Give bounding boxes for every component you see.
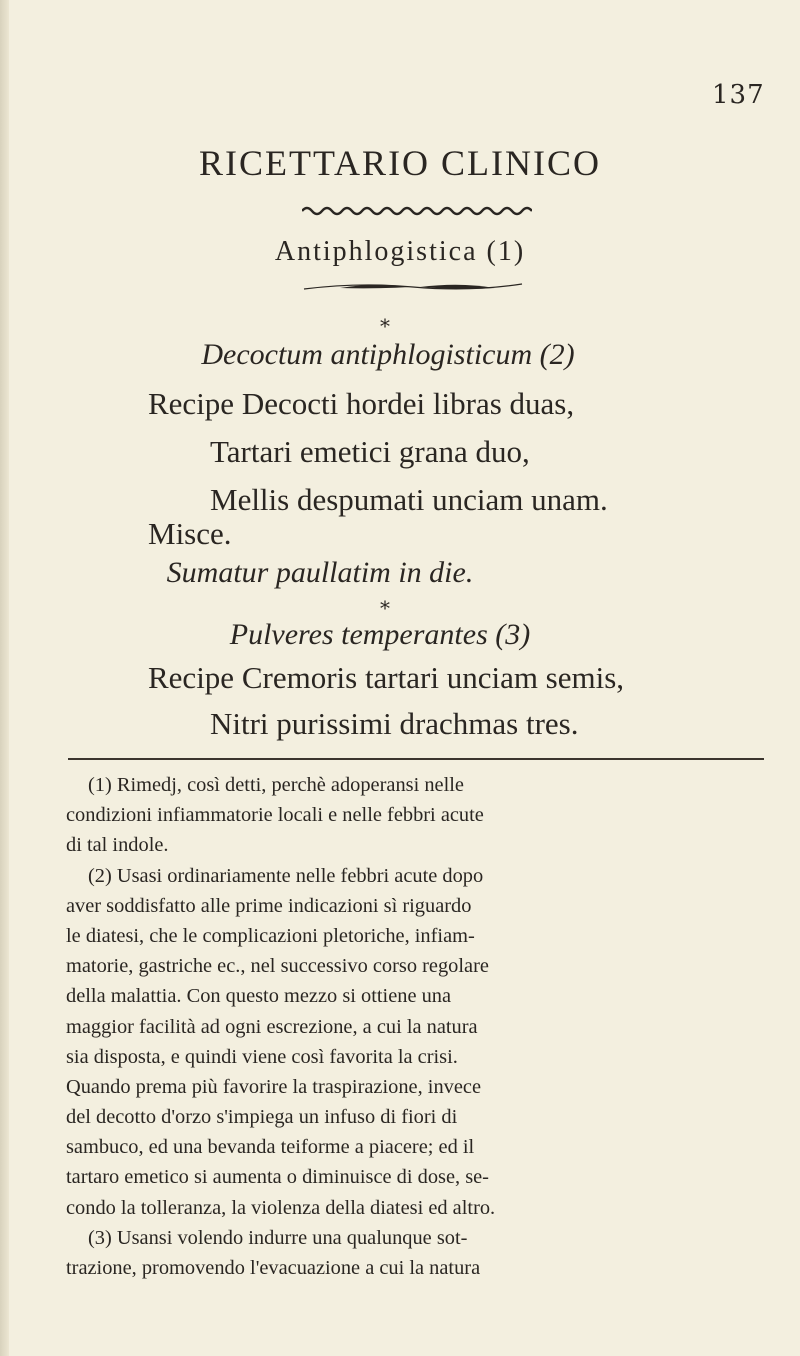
- recipe2-heading: Pulveres temperantes (3): [229, 618, 531, 651]
- footnote-line: aver soddisfatto alle prime indicazioni sì riguardo: [66, 894, 472, 917]
- recipe2-line: Recipe Cremoris tartari unciam semis,: [148, 660, 625, 695]
- footnote-divider: [68, 758, 764, 760]
- footnote-line: del decotto d'orzo s'impiega un infuso di fiori di: [66, 1106, 458, 1129]
- page-number: 137: [712, 80, 765, 110]
- footnote-line: trazione, promovendo l'evacuazione a cui la natura: [66, 1257, 481, 1279]
- recipe1-line: Mellis despumati unciam unam.: [210, 482, 608, 517]
- footnote-line: della malattia. Con questo mezzo si ottiene una: [66, 985, 452, 1008]
- footnote-line: di tal indole.: [66, 834, 169, 857]
- section-title-text: Antiphlogistica (1): [274, 236, 526, 267]
- footnotes: [66, 770, 766, 1283]
- recipe1-line: Tartari emetici grana duo,: [210, 434, 530, 469]
- footnote-line: Quando prema più favorire la traspirazione, invece: [66, 1075, 481, 1098]
- recipe1-heading: Decoctum antiphlogisticum (2): [201, 338, 575, 371]
- page-title: RICETTARIO CLINICO: [198, 143, 602, 183]
- star-ornament: *: [380, 314, 390, 338]
- footnote-line: le diatesi, che le complicazioni pletoriche, infiam-: [66, 924, 475, 947]
- footnote-line: (3) Usansi volendo indurre una qualunque sot-: [88, 1226, 468, 1249]
- star-ornament: *: [380, 596, 390, 620]
- footnote-line: tartaro emetico si aumenta o diminuisce di dose, se-: [66, 1166, 489, 1189]
- page-binding-edge: [0, 0, 9, 1356]
- footnote-line: (2) Usasi ordinariamente nelle febbri acute dopo: [88, 864, 484, 887]
- recipe1-line: Misce.: [148, 516, 232, 551]
- swell-rule-ornament: [300, 280, 526, 294]
- wavy-ornament: [302, 205, 532, 217]
- section-title: [0, 236, 800, 268]
- recipe2-line: Nitri purissimi drachmas tres.: [210, 706, 579, 741]
- footnote-line: maggior facilità ad ogni escrezione, a cui la natura: [66, 1015, 478, 1038]
- footnote-line: condizioni infiammatorie locali e nelle febbri acute: [66, 804, 484, 827]
- recipe1-line: Recipe Decocti hordei libras duas,: [148, 386, 575, 421]
- footnote-line: condo la tolleranza, la violenza della diatesi ed altro.: [66, 1196, 496, 1219]
- footnote-line: sia disposta, e quindi viene così favorita la crisi.: [66, 1045, 458, 1068]
- recipe1-instruction: Sumatur paullatim in die.: [166, 556, 474, 589]
- footnote-line: (1) Rimedj, così detti, perchè adoperansi nelle: [88, 774, 464, 796]
- footnote-line: matorie, gastriche ec., nel successivo corso regolare: [66, 955, 489, 978]
- footnote-line: sambuco, ed una bevanda teiforme a piacere; ed il: [66, 1136, 475, 1159]
